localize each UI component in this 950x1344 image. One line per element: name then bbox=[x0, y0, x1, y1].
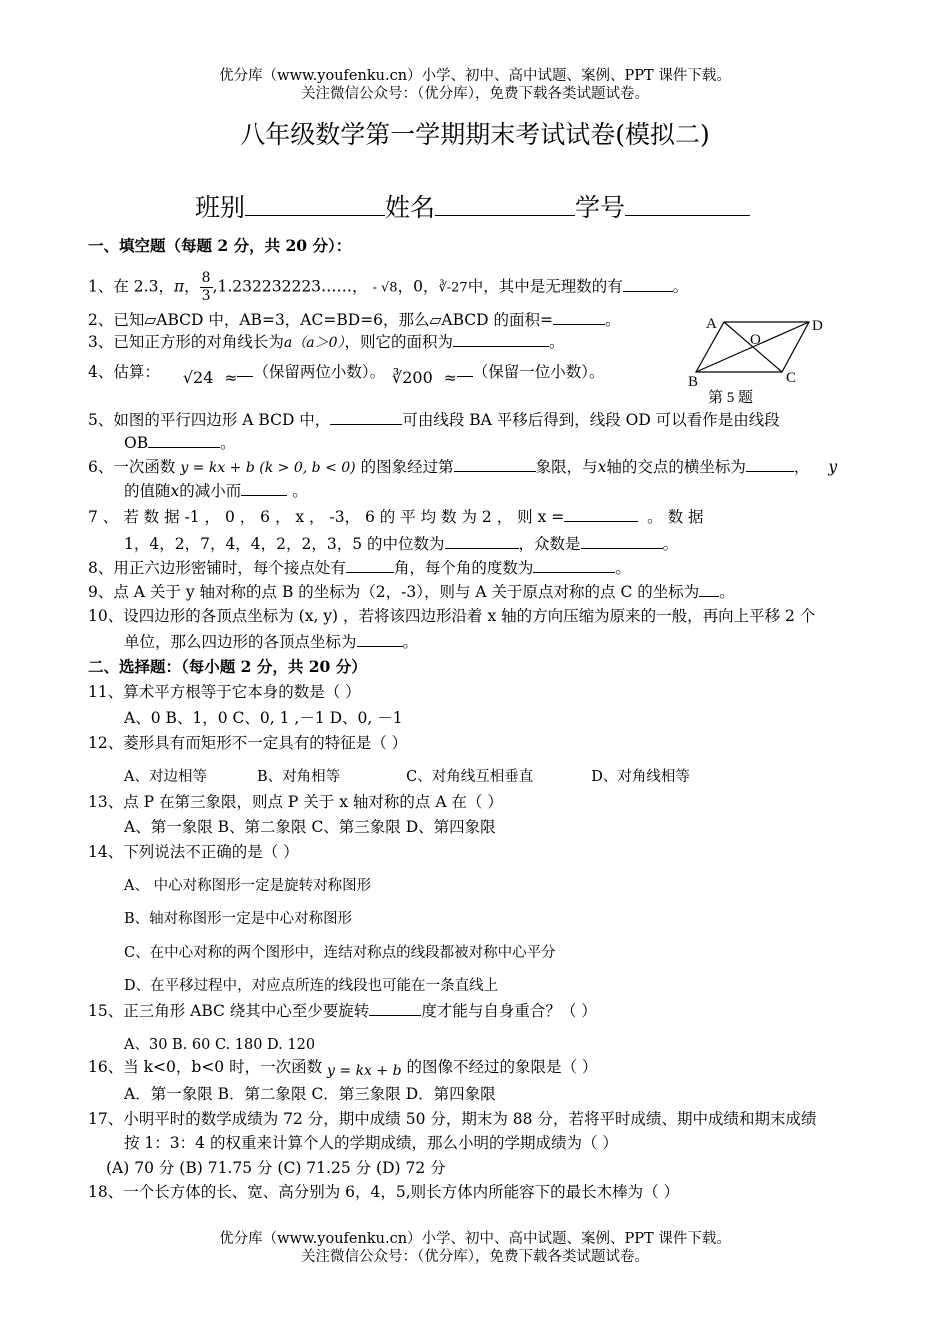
question-17-cont: 按 1：3：4 的权重来计算个人的学期成绩，那么小明的学期成绩为（ ） bbox=[124, 1134, 618, 1152]
q15-text-2: 度才能与自身重合？（ ） bbox=[421, 1002, 597, 1020]
class-label: 班别 bbox=[195, 193, 246, 222]
q3-answer-blank[interactable] bbox=[453, 332, 549, 347]
question-6 bbox=[88, 457, 837, 478]
question-5 bbox=[88, 410, 780, 430]
q2-end: 。 bbox=[605, 311, 621, 329]
q10-answer-blank[interactable] bbox=[357, 632, 403, 647]
q9-text: 9、点 A 关于 y 轴对称的点 B 的坐标为（2，-3），则与 A 关于原点对称的点 C 的坐标为 bbox=[88, 583, 700, 601]
q1-cuberoot: ∛-27 bbox=[438, 280, 468, 296]
q3-text: 3、已知正方形的对角线长为 bbox=[88, 333, 284, 351]
q4-cuberoot200: ∛200 bbox=[392, 368, 433, 387]
question-3 bbox=[88, 332, 565, 353]
q4-approx-2: ≈ bbox=[443, 369, 457, 387]
q4-note-1: （保留两位小数）。 bbox=[253, 363, 386, 381]
q5-text-2: 可由线段 BA 平移后得到，线段 OD 可以看作是由线段 bbox=[402, 411, 780, 429]
label-b: B bbox=[688, 374, 699, 390]
section-1-heading: 一、填空题（每题 2 分，共 20 分）： bbox=[88, 236, 352, 255]
q4-text: 4、估算： bbox=[88, 363, 160, 381]
q1-decimal: ,1.232232223……， bbox=[212, 277, 368, 296]
q4-answer-blank-1[interactable] bbox=[237, 362, 253, 377]
q7-text-4: ，众数是 bbox=[518, 535, 581, 553]
question-9 bbox=[88, 582, 735, 602]
question-17: 17、小明平时的数学成绩为 72 分，期中成绩 50 分，期末为 88 分，若将平时成绩、期中成绩和期末成绩 bbox=[88, 1110, 817, 1128]
label-d: D bbox=[812, 318, 823, 334]
q8-end: 。 bbox=[615, 559, 631, 577]
q5-end: 。 bbox=[220, 434, 236, 452]
question-15-options: A、30 B. 60 C. 180 D. 120 bbox=[124, 1037, 316, 1053]
q1-answer-blank[interactable] bbox=[623, 277, 673, 292]
q6-text-6: 的减小而 bbox=[179, 482, 242, 500]
q4-root24: √24 bbox=[182, 368, 214, 387]
question-14: 14、下列说法不正确的是（ ） bbox=[88, 843, 299, 861]
q3-math: a（a＞0） bbox=[283, 335, 345, 351]
q8-answer-blank-2[interactable] bbox=[533, 558, 615, 573]
q8-answer-blank-1[interactable] bbox=[346, 558, 394, 573]
question-11-options: A、0 B、1，0 C、0, 1 ,－1 D、0, －1 bbox=[124, 709, 403, 727]
student-info-row bbox=[195, 188, 750, 224]
q7-answer-blank-3[interactable] bbox=[581, 534, 663, 549]
q3-end: 。 bbox=[549, 333, 565, 351]
question-10 bbox=[88, 606, 815, 626]
q10-end: 。 bbox=[402, 633, 419, 651]
q6-answer-blank-1[interactable] bbox=[454, 457, 536, 472]
q7-answer-blank-2[interactable] bbox=[445, 534, 519, 549]
q3-text-2: ，则它的面积为 bbox=[344, 333, 453, 351]
question-12-options bbox=[124, 767, 690, 787]
q6-text: 6、一次函数 bbox=[88, 458, 176, 476]
q5-answer-blank-1[interactable] bbox=[330, 410, 402, 425]
header-line-2: 关注微信公众号：（优分库），免费下载各类试题试卷。 bbox=[301, 86, 649, 102]
q6-comma: ， bbox=[793, 458, 810, 476]
q8-text: 8、用正六边形密铺时，每个接点处有 bbox=[88, 559, 346, 577]
q2-text: 2、已知▱ABCD 中，AB=3，AC=BD=6，那么▱ABCD 的面积= bbox=[88, 311, 554, 329]
q6-answer-blank-2[interactable] bbox=[746, 457, 794, 472]
label-o: O bbox=[750, 332, 761, 348]
page-title: 八年级数学第一学期期末考试试卷(模拟二) bbox=[240, 120, 710, 149]
q10-text: 10、设四边形的各顶点坐标为 (x, y) ，若将该四边形沿着 x 轴的方向压缩为原来的一般，再向上平移 2 个 bbox=[88, 607, 816, 625]
q6-math: y = kx + b (k > 0, b < 0) bbox=[180, 460, 356, 476]
q14-option-b[interactable]: B、轴对称图形一定是中心对称图形 bbox=[124, 911, 353, 927]
q9-end: 。 bbox=[719, 583, 735, 601]
question-7-cont bbox=[124, 534, 678, 554]
question-4 bbox=[88, 362, 605, 387]
class-blank[interactable] bbox=[245, 189, 385, 216]
q4-note-2: （保留一位小数）。 bbox=[472, 363, 605, 381]
q7-end: 。 bbox=[662, 535, 679, 553]
q1-end: 。 bbox=[672, 277, 689, 296]
q6-x: x bbox=[597, 458, 607, 476]
q1-pi: π bbox=[173, 277, 185, 296]
q14-option-c[interactable]: C、在中心对称的两个图形中，连结对称点的线段都被对称中心平分 bbox=[124, 945, 556, 961]
section-2-heading: 二、选择题：（每小题 2 分，共 20 分） bbox=[88, 657, 367, 676]
q7-answer-blank-1[interactable] bbox=[564, 507, 638, 522]
q5-ob: OB bbox=[124, 434, 149, 452]
footer-line-2: 关注微信公众号：（优分库），免费下载各类试题试卷。 bbox=[301, 1249, 649, 1265]
q6-text-5: 的值随 bbox=[124, 482, 171, 500]
q7-text-3: 1，4，2，7，4，4，2，2，3，5 的中位数为 bbox=[124, 535, 445, 553]
question-13-options: A、第一象限 B、第二象限 C、第三象限 D、第四象限 bbox=[124, 818, 496, 836]
q15-answer-blank[interactable] bbox=[369, 1001, 421, 1016]
question-6-cont bbox=[124, 481, 308, 501]
question-7 bbox=[88, 507, 704, 527]
q6-x-2: x bbox=[170, 482, 180, 500]
q12-option-c[interactable]: C、对角线互相垂直 bbox=[406, 769, 534, 785]
footer-line-1: 优分库（www.youfenku.cn）小学、初中、高中试题、案例、PPT 课件下载。 bbox=[219, 1231, 731, 1247]
q16-text-2: 的图像不经过的象限是（ ） bbox=[406, 1058, 598, 1076]
question-2 bbox=[88, 310, 621, 330]
q1-frac-den: 3 bbox=[201, 288, 211, 304]
question-16-options: A．第一象限 B．第二象限 C．第三象限 D．第四象限 bbox=[124, 1085, 496, 1103]
id-blank[interactable] bbox=[625, 189, 750, 216]
q10-text-2: 单位，那么四边形的各顶点坐标为 bbox=[124, 633, 357, 651]
q6-y: y bbox=[828, 458, 838, 476]
q2-answer-blank[interactable] bbox=[553, 310, 605, 325]
question-5-cont bbox=[124, 433, 236, 453]
label-a: A bbox=[706, 316, 717, 332]
q6-text-2: 的图象经过第 bbox=[360, 458, 454, 476]
q16-text: 16、当 k<0，b<0 时，一次函数 bbox=[88, 1058, 323, 1076]
question-11: 11、算术平方根等于它本身的数是（ ） bbox=[88, 683, 361, 701]
question-12: 12、菱形具有而矩形不一定具有的特征是（ ） bbox=[88, 734, 408, 752]
header-line-1: 优分库（www.youfenku.cn）小学、初中、高中试题、案例、PPT 课件下载。 bbox=[219, 68, 731, 84]
q7-text-2: 。 数 据 bbox=[647, 508, 704, 526]
q14-option-a[interactable]: A、 中心对称图形一定是旋转对称图形 bbox=[124, 878, 372, 894]
q1-frac-num: 8 bbox=[201, 270, 211, 286]
q6-text-3: 象限，与 bbox=[535, 458, 598, 476]
q4-answer-blank-2[interactable] bbox=[457, 362, 473, 377]
figure-caption: 第 5 题 bbox=[708, 390, 754, 406]
q4-approx-1: ≈ bbox=[224, 369, 238, 387]
q12-option-a[interactable]: A、对边相等 bbox=[124, 769, 207, 785]
q16-math: y = kx + b bbox=[327, 1063, 402, 1079]
q12-option-d[interactable]: D、对角线相等 bbox=[591, 769, 690, 785]
q9-answer-blank[interactable] bbox=[699, 582, 719, 597]
q6-answer-blank-3[interactable] bbox=[241, 481, 287, 496]
name-label: 姓名 bbox=[385, 193, 436, 222]
name-blank[interactable] bbox=[435, 189, 575, 216]
q7-text: 7 、 若 数 据 -1 ， 0 ， 6 ， x ， -3， 6 的 平 均 数 为 2 ， 则 x = bbox=[88, 508, 565, 526]
parallelogram-figure bbox=[686, 312, 836, 408]
question-10-cont bbox=[124, 632, 418, 652]
q5-answer-blank-2[interactable] bbox=[148, 433, 220, 448]
q14-option-d[interactable]: D、在平移过程中，对应点所连的线段也可能在一条直线上 bbox=[124, 978, 499, 994]
q1-zero: ，0， bbox=[397, 277, 439, 296]
question-13: 13、点 P 在第三象限，则点 P 关于 x 轴对称的点 A 在（ ） bbox=[88, 793, 503, 811]
label-c: C bbox=[786, 370, 797, 386]
question-15 bbox=[88, 1001, 597, 1021]
q6-text-4: 轴的交点的横坐标为 bbox=[606, 458, 746, 476]
q15-text: 15、正三角形 ABC 绕其中心至少要旋转 bbox=[88, 1002, 370, 1020]
question-17-options: (A) 70 分 (B) 71.75 分 (C) 71.25 分 (D) 72 分 bbox=[106, 1159, 446, 1177]
q5-text: 5、如图的平行四边形 A BCD 中， bbox=[88, 411, 331, 429]
q12-option-b[interactable]: B、对角相等 bbox=[256, 769, 341, 785]
q6-end: 。 bbox=[292, 482, 308, 500]
question-18: 18、一个长方体的长、宽、高分别为 6，4，5,则长方体内所能容下的最长木棒为（ ） bbox=[88, 1183, 680, 1201]
q1-fraction bbox=[200, 270, 213, 305]
question-8 bbox=[88, 558, 631, 578]
question-16 bbox=[88, 1057, 597, 1078]
id-label: 学号 bbox=[575, 193, 626, 222]
q1-text: 1、在 2.3， bbox=[88, 277, 174, 296]
q1-tail: 中，其中是无理数的有 bbox=[467, 277, 623, 296]
q1-neg-root8: - √8 bbox=[372, 280, 398, 296]
q8-text-2: 角，每个角的度数为 bbox=[393, 559, 534, 577]
question-1: 1、在 2.3，π， $\frac{8}{3}$ ,1.232232223……， - √8，0，∛-27中，其中是无理数的有 。 bbox=[88, 270, 689, 304]
